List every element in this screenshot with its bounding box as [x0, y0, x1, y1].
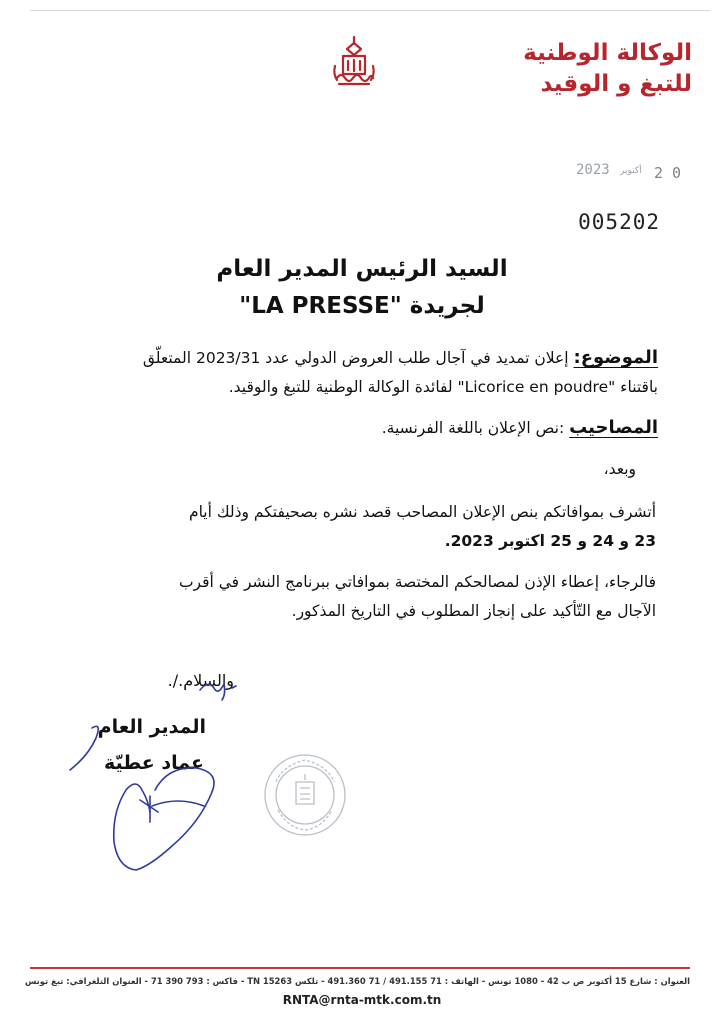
enclosure-block: [58, 413, 658, 443]
footer-email: RNTA@rnta-mtk.com.tn: [282, 993, 442, 1007]
stamp-year: 2023: [576, 162, 610, 178]
greeting: وبعد،: [603, 460, 636, 478]
stamp-day: 2 0: [654, 164, 682, 182]
subject-block: [58, 343, 658, 402]
enclosure-text: :نص الإعلان باللغة الفرنسية.: [381, 419, 570, 437]
addressee-line2: لجريدة "LA PRESSE": [239, 293, 485, 319]
subject-label: الموضوع:: [573, 347, 658, 368]
addressee-line1: السيد الرئيس المدير العام: [216, 256, 508, 282]
subject-line1: [58, 343, 658, 373]
signatory-name: عماد عطيّة: [104, 752, 204, 774]
stamp-month: أكتوبر: [620, 166, 642, 176]
top-border-line: [30, 10, 710, 11]
closing-salutation: والسلام./.: [167, 671, 234, 690]
paragraph-2-line1: فالرجاء، إعطاء الإذن لمصالحكم المختصة بموافاتي ببرنامج النشر في أقرب: [178, 573, 656, 591]
subject-text-line2: باقتناء "Licorice en poudre" لفائدة الوكالة الوطنية للتبغ والوقيد.: [228, 378, 658, 396]
paragraph-2: [56, 568, 656, 626]
received-date-stamp: [576, 160, 682, 190]
paragraph-1: [56, 498, 656, 556]
subject-text-line1: إعلان تمديد في آجال طلب العروض الدولي عدد 2023/31 المتعلّق: [142, 349, 574, 367]
footer-divider: [30, 967, 690, 969]
reference-number: 005202: [578, 210, 660, 234]
paragraph-2-line2: الآجال مع التّأكيد على إنجاز المطلوب في التاريخ المذكور.: [291, 602, 656, 620]
official-seal-icon: [262, 752, 348, 838]
agency-logo-icon: [331, 34, 377, 90]
paragraph-1-line2: 23 و 24 و 25 اكتوبر 2023.: [444, 532, 656, 550]
footer-address: العنوان : شارع 15 أكتوبر ص ب 42 - 1080 تونس - الهاتف : 71 491.155 / 71 491.360 - تلكس 15263 TN - فاكس : 793 390 71 - العنوان التلغرافي: تبغ تونس: [24, 976, 690, 986]
signatory-title: المدير العام: [97, 716, 206, 738]
paragraph-1-line1: أتشرف بموافاتكم بنص الإعلان المصاحب قصد نشره بصحيفتكم وذلك أيام: [188, 503, 656, 521]
org-name-line1: الوكالة الوطنية: [523, 40, 692, 66]
org-name-line2: للتبغ و الوقيد: [540, 71, 692, 97]
enclosure-label: المصاحيب: [569, 417, 658, 438]
organization-header: [523, 38, 692, 100]
